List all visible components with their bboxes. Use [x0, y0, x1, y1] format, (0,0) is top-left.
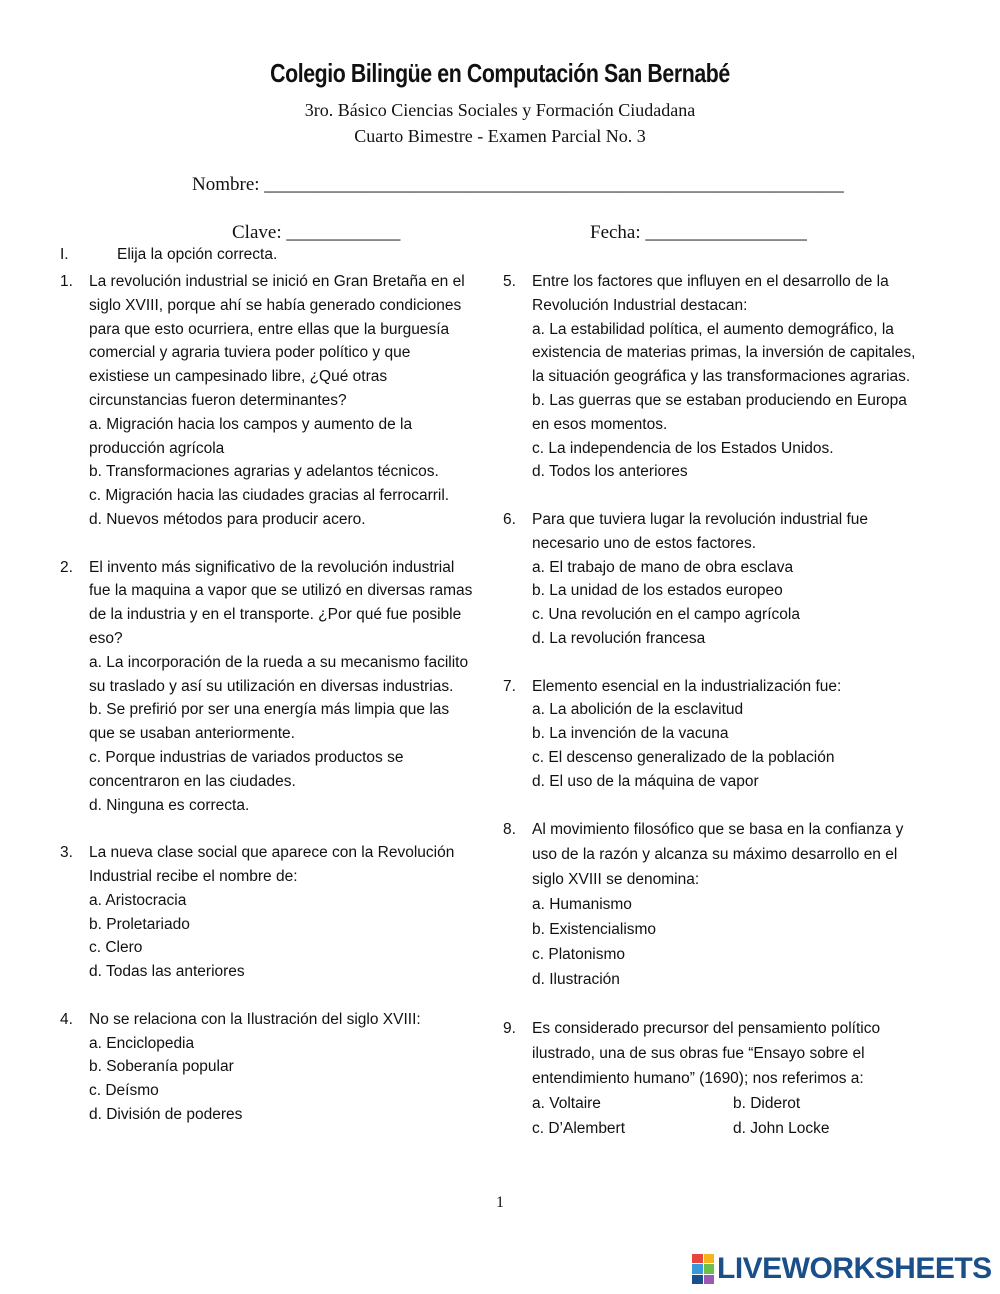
answer-option[interactable]: c. El descenso generalizado de la población [532, 748, 835, 766]
answer-option[interactable]: d. Nuevos métodos para producir acero. [89, 510, 366, 528]
question-9 [503, 1016, 953, 1141]
course-subtitle: 3ro. Básico Ciencias Sociales y Formación Ciudadana [304, 100, 696, 120]
question-text-line: ilustrado, una de sus obras fue “Ensayo sobre el [532, 1045, 865, 1063]
answer-option[interactable]: d. Todos los anteriores [532, 463, 688, 481]
answer-option-continued[interactable]: su traslado y así su utilización en diversas industrias. [89, 677, 454, 695]
school-title: Colegio Bilingüe en Computación San Bernabé [270, 58, 730, 88]
page-number: 1 [496, 1194, 504, 1211]
clave-field[interactable]: Clave: ____________ [232, 222, 401, 243]
question-3 [60, 841, 500, 984]
answer-option[interactable]: c. Migración hacia las ciudades gracias al ferrocarril. [89, 487, 450, 505]
question-number: 5. [503, 273, 516, 290]
right-column [503, 270, 953, 1165]
question-text-line: eso? [89, 629, 123, 647]
answer-option[interactable]: d. Ilustración [532, 971, 620, 989]
answer-option[interactable]: a. El trabajo de mano de obra esclava [532, 558, 794, 576]
answer-option[interactable]: d. División de poderes [89, 1105, 243, 1123]
answer-option[interactable]: b. Existencialismo [532, 921, 657, 939]
answer-option[interactable]: b. Se prefirió por ser una energía más limpia que las [89, 701, 450, 719]
answer-option-continued[interactable]: concentraron en las ciudades. [89, 772, 296, 790]
answer-option[interactable]: b. La unidad de los estados europeo [532, 582, 783, 600]
answer-option[interactable]: d. El uso de la máquina de vapor [532, 772, 759, 790]
question-text-line: Es considerado precursor del pensamiento político [532, 1020, 881, 1038]
answer-option[interactable]: c. Clero [89, 939, 143, 957]
question-number: 1. [60, 273, 73, 290]
question-text-line: siglo XVIII se denomina: [532, 871, 700, 889]
fecha-field[interactable]: Fecha: _________________ [590, 222, 807, 243]
question-number: 2. [60, 558, 73, 576]
question-7 [503, 675, 953, 794]
answer-option[interactable]: c. La independencia de los Estados Unidos. [532, 439, 834, 457]
question-number: 6. [503, 510, 516, 528]
question-4 [60, 1008, 500, 1127]
answer-option[interactable]: c. Platonismo [532, 946, 626, 964]
section-number: I. [60, 246, 69, 263]
answer-option-continued[interactable]: en esos momentos. [532, 415, 668, 433]
question-text-line: necesario uno de estos factores. [532, 534, 757, 552]
question-text-line: circunstancias fueron determinantes? [89, 391, 347, 409]
answer-option[interactable]: a. Voltaire [532, 1095, 601, 1113]
answer-option[interactable]: a. La abolición de la esclavitud [532, 701, 744, 719]
question-number: 3. [60, 844, 73, 862]
question-text-line: Al movimiento filosófico que se basa en la confianza y [532, 821, 904, 839]
question-1 [60, 270, 500, 532]
question-2 [60, 556, 500, 818]
question-5 [503, 270, 953, 484]
answer-option[interactable]: c. Deísmo [89, 1082, 159, 1100]
answer-option-continued[interactable]: la situación geográfica y las transformaciones agrarias. [532, 368, 911, 386]
question-number: 7. [503, 677, 516, 695]
question-text-line: de la industria y en el transporte. ¿Por qué fue posible [89, 606, 462, 624]
answer-option[interactable]: a. Aristocracia [89, 891, 187, 909]
answer-option[interactable]: d. Todas las anteriores [89, 963, 245, 981]
answer-option[interactable]: a. Enciclopedia [89, 1034, 195, 1052]
question-number: 4. [60, 1010, 73, 1028]
answer-option[interactable]: b. Proletariado [89, 915, 190, 933]
question-text-line: existiese un campesinado libre, ¿Qué otras [89, 368, 388, 386]
answer-option-continued[interactable]: existencia de materias primas, la inversión de capitales, [532, 344, 916, 362]
liveworksheets-mark-icon [692, 1254, 714, 1284]
answer-option[interactable]: d. La revolución francesa [532, 629, 706, 647]
question-text-line: para que esto ocurriera, entre ellas que la burguesía [89, 320, 450, 338]
question-text-line: Para que tuviera lugar la revolución industrial fue [532, 510, 869, 528]
answer-options-grid [532, 1091, 953, 1141]
question-8 [503, 817, 953, 992]
answer-option[interactable]: d. Ninguna es correcta. [89, 796, 250, 814]
question-number: 8. [503, 821, 516, 839]
question-text-line: Entre los factores que influyen en el desarrollo de la [532, 273, 889, 290]
liveworksheets-wordmark: LIVEWORKSHEETS [717, 1252, 992, 1285]
instruction-text: Elija la opción correcta. [117, 246, 278, 263]
answer-option[interactable]: b. La invención de la vacuna [532, 725, 729, 743]
answer-option[interactable]: b. Diderot [733, 1095, 801, 1113]
answer-option[interactable]: b. Soberanía popular [89, 1058, 234, 1076]
answer-option[interactable]: c. Una revolución en el campo agrícola [532, 606, 800, 624]
question-text-line: comercial y agraria tuviera poder político y que [89, 344, 411, 362]
question-text-line: siglo XVIII, porque ahí se había generado condiciones [89, 296, 462, 314]
question-text-line: La revolución industrial se inició en Gran Bretaña en el [89, 273, 465, 290]
liveworksheets-logo [692, 1252, 992, 1286]
question-number: 9. [503, 1020, 516, 1038]
answer-option[interactable]: c. D’Alembert [532, 1120, 626, 1138]
question-text-line: fue la maquina a vapor que se utilizó en diversas ramas [89, 582, 473, 600]
answer-option[interactable]: a. La estabilidad política, el aumento demográfico, la [532, 320, 894, 338]
answer-option-continued[interactable]: producción agrícola [89, 439, 225, 457]
question-text-line: La nueva clase social que aparece con la Revolución [89, 844, 455, 862]
question-text-line: Elemento esencial en la industrialización fue: [532, 677, 842, 695]
question-text-line: No se relaciona con la Ilustración del siglo XVIII: [89, 1010, 421, 1028]
exam-subtitle: Cuarto Bimestre - Examen Parcial No. 3 [354, 126, 646, 146]
answer-option-continued[interactable]: que se usaban anteriormente. [89, 725, 295, 743]
answer-option[interactable]: a. Humanismo [532, 896, 632, 914]
question-text-line: uso de la razón y alcanza su máximo desarrollo en el [532, 846, 898, 864]
answer-option[interactable]: d. John Locke [733, 1120, 830, 1138]
question-text-line: Revolución Industrial destacan: [532, 296, 748, 314]
question-6 [503, 508, 953, 651]
answer-option[interactable]: a. Migración hacia los campos y aumento de la [89, 415, 413, 433]
answer-option[interactable]: a. La incorporación de la rueda a su mecanismo facilito [89, 653, 469, 671]
left-column [60, 270, 500, 1150]
answer-option[interactable]: c. Porque industrias de variados productos se [89, 748, 404, 766]
question-text-line: Industrial recibe el nombre de: [89, 867, 298, 885]
answer-option[interactable]: b. Transformaciones agrarias y adelantos técnicos. [89, 463, 439, 481]
section-instruction [60, 246, 277, 264]
nombre-field[interactable]: Nombre: _____________________________________________________________ [192, 174, 844, 195]
question-text-line: entendimiento humano” (1690); nos referimos a: [532, 1070, 864, 1088]
answer-option[interactable]: b. Las guerras que se estaban produciendo en Europa [532, 391, 907, 409]
question-text-line: El invento más significativo de la revolución industrial [89, 558, 455, 576]
